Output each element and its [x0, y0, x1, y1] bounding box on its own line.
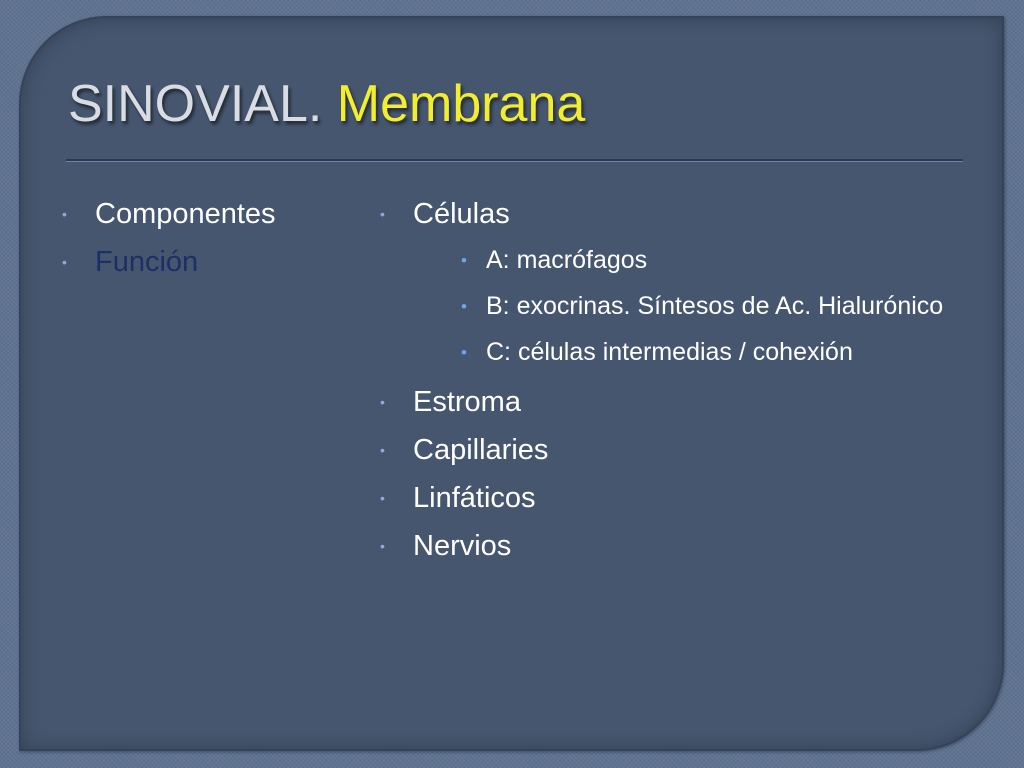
bullet-icon: •: [62, 206, 67, 222]
list-item-linfaticos: [376, 474, 996, 522]
sub-list-item: [413, 286, 996, 327]
list-item-componentes: [58, 190, 358, 238]
list-item-estroma: [376, 378, 996, 426]
celulas-sub-list: [413, 240, 996, 373]
sub-list-item: [413, 240, 996, 281]
sub-item-label: B: exocrinas. Síntesos de Ac. Hialurónico: [486, 292, 944, 320]
list-item-label: Capillaries: [413, 434, 549, 466]
sub-bullet-icon: •: [461, 297, 467, 316]
sub-list-item: [413, 332, 996, 373]
bullet-icon: •: [62, 254, 67, 270]
sub-bullet-icon: •: [461, 343, 467, 362]
link-label[interactable]: Función: [95, 246, 199, 278]
list-item-label: Nervios: [413, 530, 512, 562]
list-item-label: Células: [413, 198, 510, 230]
bullet-icon: •: [380, 206, 385, 222]
list-item-celulas: [376, 190, 996, 373]
list-item-label: Componentes: [95, 198, 276, 230]
title-divider: [66, 159, 963, 162]
slide-title: [68, 75, 586, 133]
bullet-icon: •: [380, 394, 385, 410]
list-item-label: Linfáticos: [413, 482, 536, 514]
list-item-nervios: [376, 522, 996, 570]
bullet-icon: •: [380, 442, 385, 458]
left-bullet-list: [58, 190, 358, 286]
list-item-capillaries: [376, 426, 996, 474]
bullet-icon: •: [380, 490, 385, 506]
sub-item-label: C: células intermedias / cohexión: [486, 338, 853, 366]
title-accent-text: Membrana: [336, 75, 586, 133]
title-main-text: SINOVIAL.: [68, 75, 323, 133]
sub-item-label: A: macrófagos: [486, 246, 648, 274]
list-item-label: Estroma: [413, 386, 521, 418]
sub-bullet-icon: •: [461, 251, 467, 270]
right-bullet-list: [376, 190, 996, 570]
link-funcion[interactable]: [58, 238, 358, 286]
bullet-icon: •: [380, 538, 385, 554]
